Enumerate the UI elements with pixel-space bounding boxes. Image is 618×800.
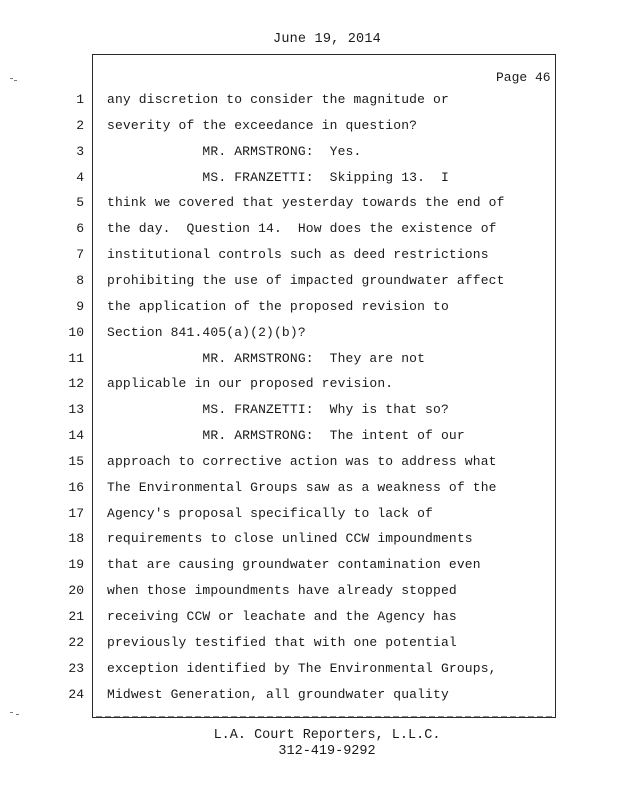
line-number: 12 [68,376,84,391]
transcript-line: previously testified that with one potential [107,635,457,650]
page-number: Page 46 [496,70,551,85]
line-number: 8 [76,273,84,288]
scan-speck [16,714,19,715]
line-number: 17 [68,506,84,521]
transcript-line: applicable in our proposed revision. [107,376,394,391]
transcript-line: institutional controls such as deed restrictions [107,247,489,262]
transcript-line: MR. ARMSTRONG: Yes. [107,144,362,159]
transcript-line: MR. ARMSTRONG: They are not [107,351,426,366]
transcript-line: prohibiting the use of impacted groundwater affect [107,273,505,288]
transcript-line: MS. FRANZETTI: Why is that so? [107,402,449,417]
transcript-line: severity of the exceedance in question? [107,118,418,133]
transcript-line: that are causing groundwater contamination even [107,557,481,572]
line-number: 19 [68,557,84,572]
footer-company: L.A. Court Reporters, L.L.C. [213,728,441,743]
transcript-line: Midwest Generation, all groundwater quality [107,687,449,702]
transcript-line: Agency's proposal specifically to lack of [107,506,434,521]
footer-phone: 312-419-9292 [278,744,376,759]
line-number: 5 [76,195,84,210]
transcript-line: MR. ARMSTRONG: The intent of our [107,428,465,443]
transcript-line: MS. FRANZETTI: Skipping 13. I [107,170,449,185]
line-number: 7 [76,247,84,262]
line-number: 1 [76,92,84,107]
transcript-line: the application of the proposed revision to [107,299,449,314]
line-number: 3 [76,144,84,159]
line-number: 22 [68,635,84,650]
transcript-line: receiving CCW or leachate and the Agency has [107,609,457,624]
line-number: 2 [76,118,84,133]
line-number: 16 [68,480,84,495]
line-number: 10 [68,325,84,340]
line-number: 11 [68,351,84,366]
transcript-line: Section 841.405(a)(2)(b)? [107,325,306,340]
line-number: 4 [76,170,84,185]
transcript-line: approach to corrective action was to address what [107,454,497,469]
scan-speck [10,712,13,713]
transcript-line: exception identified by The Environmental Groups, [107,661,497,676]
transcript-line: any discretion to consider the magnitude or [107,92,449,107]
line-number: 6 [76,221,84,236]
transcript-line: when those impoundments have already stopped [107,583,457,598]
line-number: 9 [76,299,84,314]
line-number: 24 [68,687,84,702]
transcript-line: think we covered that yesterday towards the end of [107,195,505,210]
scan-speck [10,78,13,79]
transcript-line: The Environmental Groups saw as a weakness of the [107,480,497,495]
transcript-line: the day. Question 14. How does the existence of [107,221,497,236]
line-number: 13 [68,402,84,417]
line-number: 23 [68,661,84,676]
transcript-line: requirements to close unlined CCW impoundments [107,531,473,546]
scan-speck [14,80,17,81]
line-number: 14 [68,428,84,443]
transcript-date: June 19, 2014 [273,32,381,47]
line-number: 20 [68,583,84,598]
line-number: 18 [68,531,84,546]
line-number: 15 [68,454,84,469]
line-number: 21 [68,609,84,624]
frame-bottom-rule [96,716,554,717]
